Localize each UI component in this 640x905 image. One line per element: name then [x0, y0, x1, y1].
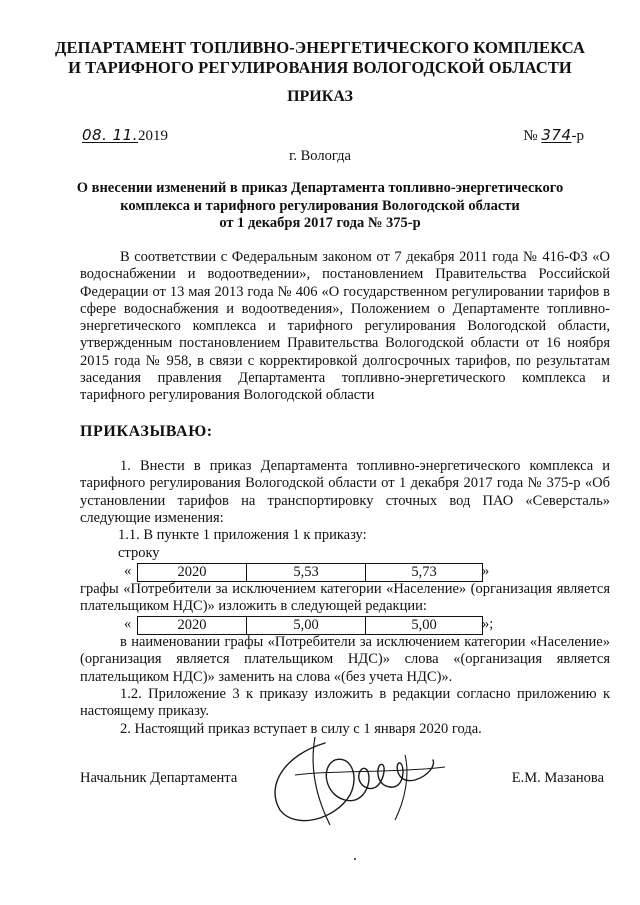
signer-name: Е.М. Мазанова — [511, 770, 604, 786]
item-1-paragraph: 1. Внести в приказ Департамента топливно-энергетического комплекса и тарифного регулирования Вологодской области от 1 декабря 2017 года № 375-р «Об установлении тарифов на транспортировку сточных вод ПАО «Северсталь» следующие изменения: — [80, 458, 610, 526]
quote-close-2: »; — [482, 616, 494, 632]
preamble-paragraph: В соответствии с Федеральным законом от 7 декабря 2011 года № 416-ФЗ «О водоснабжении и водоотведении», постановлением Правительства Российской Федерации от 13 мая 2013 года № 406 «О государственном регулировании тарифов в сфере водоснабжения и водоотведения», Положением о Департаменте топливно-энергетического комплекса и тарифного регулирования Вологодской области, утвержденным постановлением Правительства Вологодской области от 16 ноября 2015 года № 958, в связи с корректировкой долгосрочных тарифов, по результатам заседания правления Департамента топливно-энергетического комплекса и тарифного регулирования Вологодской области — [80, 249, 610, 404]
order-word: ПРИКАЗЫВАЮ: — [80, 423, 213, 440]
item-1-1: 1.1. В пункте 1 приложения 1 к приказу: — [118, 527, 367, 543]
item-1-2-paragraph: 1.2. Приложение 3 к приказу изложить в редакции согласно приложению к настоящему приказу. — [80, 686, 610, 720]
stroku-label: строку — [118, 545, 160, 561]
page-mark — [354, 858, 356, 860]
new-tariff-row — [137, 616, 483, 635]
old-row-year: 2020 — [138, 564, 247, 581]
new-row-year: 2020 — [138, 617, 247, 634]
number-sign: № — [523, 128, 538, 144]
old-row-value-2: 5,73 — [411, 564, 437, 580]
order-date — [82, 126, 168, 145]
city: г. Вологда — [289, 148, 351, 164]
handwritten-date: 08. 11. — [82, 126, 138, 144]
quote-close-1: » — [482, 563, 490, 579]
rename-paragraph: в наименовании графы «Потребители за исключением категории «Население» (организация является плательщиком НДС)» слова «(организация является плательщиком НДС)» заменить на слова «(без учета НДС)». — [80, 634, 610, 685]
new-row-value-2: 5,00 — [411, 617, 437, 633]
signer-position: Начальник Департамента — [80, 770, 238, 786]
document-type: ПРИКАЗ — [287, 88, 353, 105]
order-year: 2019 — [137, 128, 168, 144]
new-row-value-1: 5,00 — [247, 617, 366, 634]
quote-open-2: « — [124, 616, 132, 632]
old-row-value-1: 5,53 — [247, 564, 366, 581]
department-header-line-2: И ТАРИФНОГО РЕГУЛИРОВАНИЯ ВОЛОГОДСКОЙ ОБЛАСТИ — [68, 58, 572, 77]
handwritten-signature — [255, 725, 455, 835]
title-line-1: О внесении изменений в приказ Департамента топливно-энергетического — [76, 180, 564, 196]
column-paragraph: графы «Потребители за исключением категории «Население» (организация является плательщиком НДС)» изложить в следующей редакции: — [80, 581, 610, 615]
handwritten-number: 374 — [541, 126, 572, 144]
order-title — [60, 180, 580, 233]
item-2-paragraph: 2. Настоящий приказ вступает в силу с 1 января 2020 года. — [120, 721, 482, 737]
order-number — [523, 126, 584, 145]
number-suffix: -р — [571, 128, 584, 144]
title-line-2: комплекса и тарифного регулирования Вологодской области — [120, 197, 520, 214]
department-header-line-1: ДЕПАРТАМЕНТ ТОПЛИВНО-ЭНЕРГЕТИЧЕСКОГО КОМПЛЕКСА — [55, 38, 585, 57]
quote-open-1: « — [124, 563, 132, 579]
old-tariff-row — [137, 563, 483, 582]
title-line-3: от 1 декабря 2017 года № 375-р — [219, 215, 421, 231]
